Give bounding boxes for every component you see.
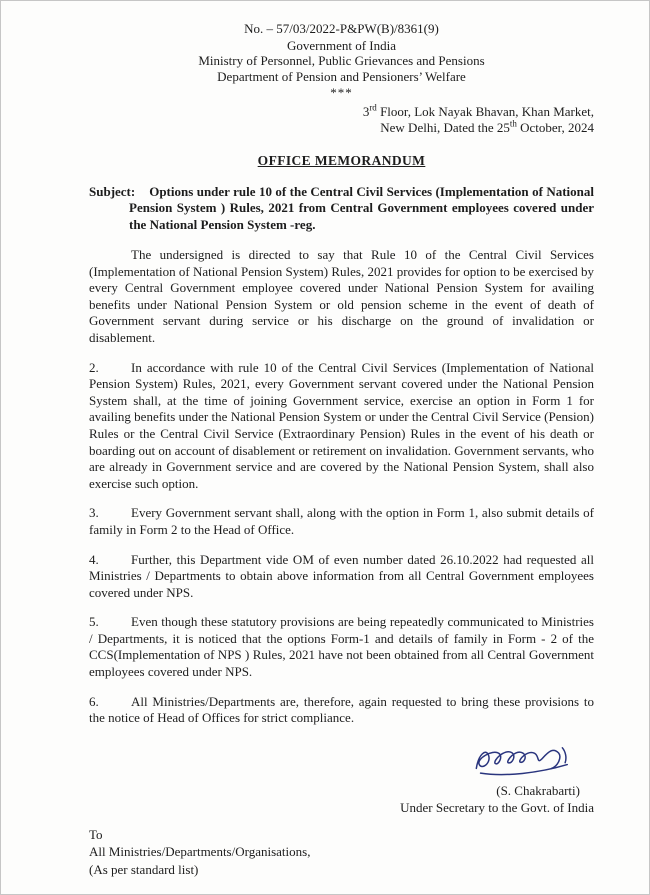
paragraph-2 bbox=[89, 360, 594, 493]
addressee-line-2: (As per standard list) bbox=[89, 861, 199, 877]
subject-text: Options under rule 10 of the Central Civil Services (Implementation of National Pension System ) Rules, 2021 from Central Government employees covered under the National Pension System -reg. bbox=[129, 183, 594, 232]
address-block bbox=[89, 104, 594, 137]
org-ministry: Ministry of Personnel, Public Grievances and Pensions bbox=[198, 53, 485, 68]
letterhead bbox=[89, 21, 594, 101]
date-line bbox=[89, 120, 594, 137]
address-line-rest: Floor, Lok Nayak Bhavan, Khan Market, bbox=[376, 103, 594, 119]
handwritten-signature-icon bbox=[465, 737, 577, 785]
paragraph-text: Every Government servant shall, along with the option in Form 1, also submit details of family in Form 2 to the Head of Office. bbox=[89, 505, 594, 537]
reference-number: No. – 57/03/2022-P&PW(B)/8361(9) bbox=[244, 21, 439, 36]
subject-label: Subject: bbox=[89, 183, 136, 199]
addressee-block bbox=[89, 826, 594, 879]
memo-title-text: OFFICE MEMORANDUM bbox=[257, 152, 426, 168]
paragraph-5 bbox=[89, 614, 594, 680]
paragraph-text: Even though these statutory provisions are being repeatedly communicated to Ministries / Departments, it is noticed that the options Form-1 and details of family in Form - 2 of the CCS(Implementation of NPS ) Rules, 2021 have not been obtained from all Central Government employees covered under NPS. bbox=[89, 614, 594, 680]
subject-line bbox=[89, 184, 594, 234]
ordinal-superscript: th bbox=[509, 118, 517, 129]
paragraph-number: 3. bbox=[89, 505, 99, 521]
address-line-text: 3 bbox=[362, 103, 370, 119]
org-country: Government of India bbox=[286, 37, 397, 53]
ordinal-superscript: rd bbox=[369, 102, 377, 113]
addressee-line-1: All Ministries/Departments/Organisations, bbox=[89, 844, 311, 860]
paragraph-1 bbox=[89, 247, 594, 347]
paragraph-number: 5. bbox=[89, 614, 99, 630]
paragraph-text: The undersigned is directed to say that Rule 10 of the Central Civil Services (Implementation of National Pension System) Rules, 2021 provides for option to be exercised by every Central Government employee covered under National Pension System for availing benefits under National Pension System or old pension scheme in the event of death of Government servant during service or his discharge on the ground of invalidation or disablement. bbox=[89, 247, 594, 345]
org-department: Department of Pension and Pensioners’ Welfare bbox=[217, 68, 466, 84]
addressee-to: To bbox=[89, 826, 103, 842]
paragraph-text: In accordance with rule 10 of the Central Civil Services (Implementation of National Pension System) Rules, 2021, every Government servant covered under the National Pension System shall, at the time of joining Government service, exercise an option in Form 1 for availing benefits under the National Pension System or under the Central Civil Service (Pension) Rules or the Central Civil Service (Extraordinary Pension) Rules in the event of his death or boarding out on account of disablement or retirement on invalidation. Government servants, who are already in Government service and are covered by the National Pension System, shall also exercise such option. bbox=[89, 359, 594, 491]
paragraph-number: 2. bbox=[89, 359, 99, 375]
paragraph-number: 6. bbox=[89, 693, 99, 709]
date-line-text: New Delhi, Dated the 25 bbox=[380, 120, 510, 135]
signatory-designation: Under Secretary to the Govt. of India bbox=[400, 799, 594, 815]
paragraph-6 bbox=[89, 694, 594, 727]
signatory-name: (S. Chakrabarti) bbox=[496, 782, 580, 798]
paragraph-3 bbox=[89, 505, 594, 538]
address-line bbox=[89, 104, 594, 121]
separator-stars: *** bbox=[330, 85, 353, 100]
memo-title bbox=[89, 153, 594, 169]
paragraph-4 bbox=[89, 552, 594, 602]
date-line-rest: October, 2024 bbox=[516, 120, 594, 135]
paragraph-text: Further, this Department vide OM of even number dated 26.10.2022 had requested all Ministries / Departments to obtain above information from all Central Government employees covered under NPS. bbox=[89, 551, 594, 600]
paragraph-text: All Ministries/Departments are, therefore, again requested to bring these provisions to the notice of Head of Offices for strict compliance. bbox=[89, 693, 594, 726]
paragraph-number: 4. bbox=[89, 551, 99, 567]
signature-block bbox=[89, 740, 594, 816]
